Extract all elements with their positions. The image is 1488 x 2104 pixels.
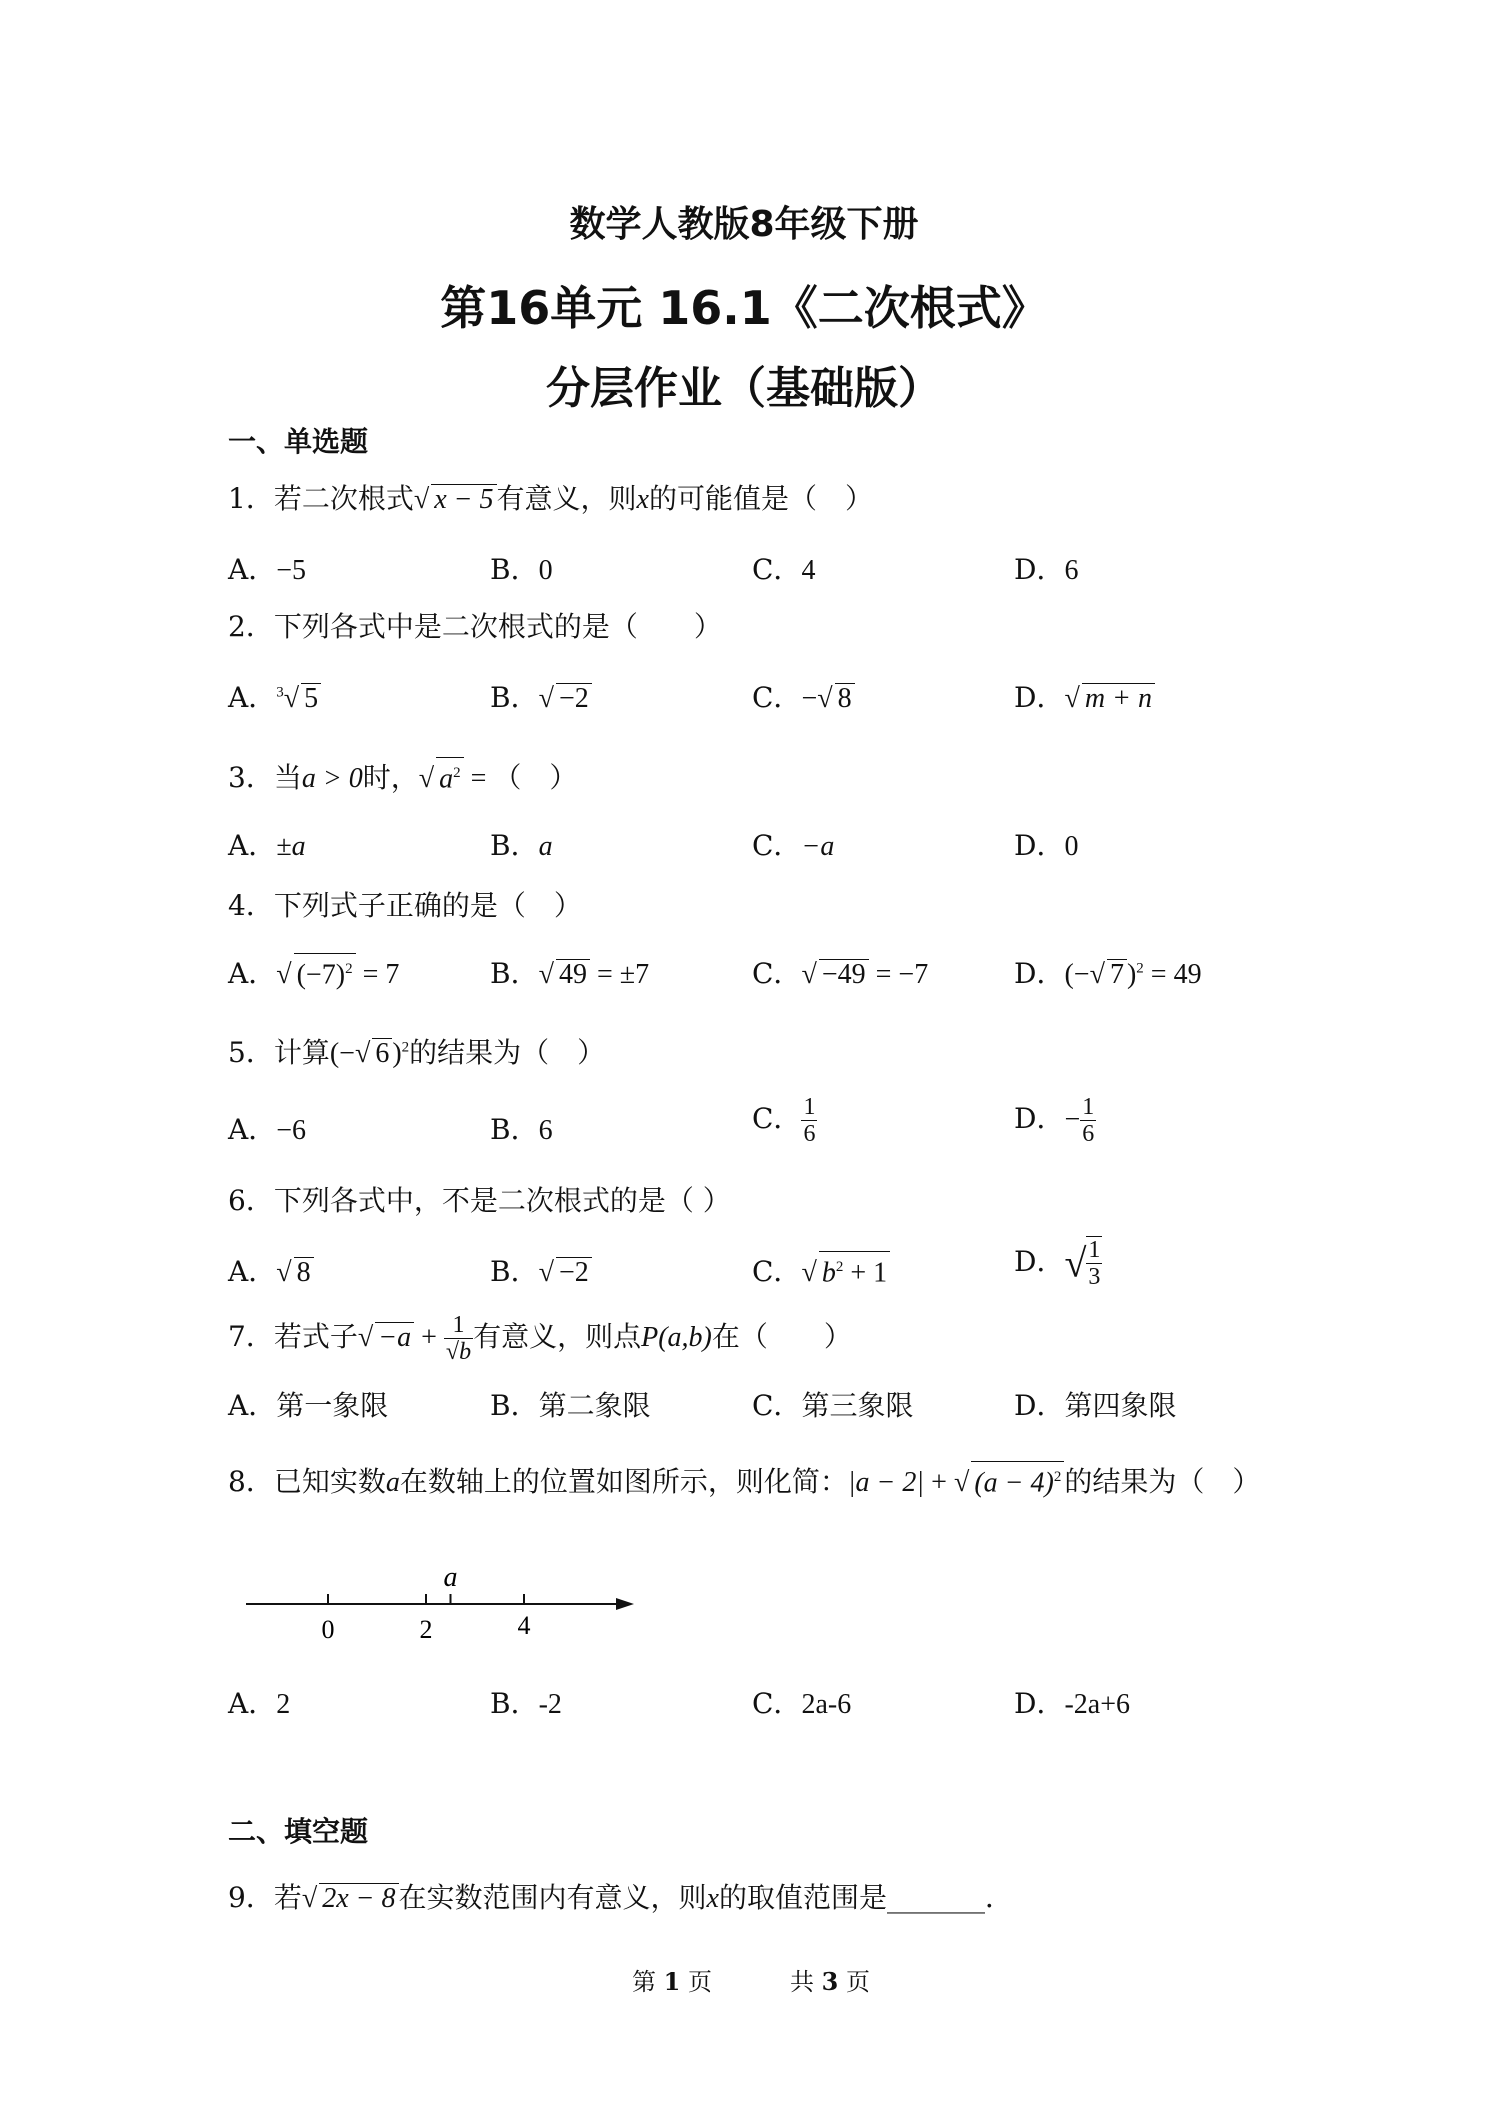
question-1: 1．若二次根式√ x − 5 有意义，则x的可能值是（ ） [228, 482, 873, 515]
q6-option-c[interactable]: C．√ $b^2 + 1$ [752, 1250, 890, 1290]
question-7: 7．若式子√ −a + $\frac{1}{√b}$ 有意义，则点P(a,b)在（ ） [228, 1312, 852, 1365]
q1-option-d[interactable]: D．6 [1014, 553, 1079, 586]
q6-option-d[interactable]: D．√ $\frac{1}{3}$ [1014, 1237, 1101, 1290]
question-6: 6．下列各式中，不是二次根式的是（ ） [228, 1184, 731, 1217]
q7-option-d[interactable]: D．第四象限 [1014, 1389, 1177, 1422]
q2-option-a[interactable]: A．$^3$√ 5 [228, 676, 321, 716]
q3-option-b[interactable]: B．a [490, 829, 553, 862]
arrow-icon [616, 1598, 634, 1610]
question-3: 3．当a > 0时，√ $a^2$ = （ ） [228, 756, 577, 796]
question-5: 5．计算(−√ 6 )$^2$的结果为（ ） [228, 1036, 606, 1069]
tick-label-2: 2 [419, 1615, 433, 1644]
q4-option-a[interactable]: A．√ $(-7)^2 = 7$ [228, 952, 399, 992]
q3-radicand: $a^2$ [436, 757, 464, 794]
q1-option-c[interactable]: C．4 [752, 553, 816, 586]
q1-post: 的可能值是（ ） [648, 482, 873, 515]
q8-option-c[interactable]: C．2a-6 [752, 1687, 852, 1720]
q6-option-b[interactable]: B．√ −2 [490, 1250, 592, 1290]
q3-option-d[interactable]: D．0 [1014, 829, 1079, 862]
q4-option-c[interactable]: C．√ −49 = −7 [752, 957, 929, 990]
q7-fraction: $\frac{1}{√b}$ [445, 1312, 472, 1365]
q1-option-b[interactable]: B．0 [490, 553, 553, 586]
q5-option-c[interactable]: C． $\frac{1}{6}$ [752, 1094, 816, 1147]
q1-radicand: x − 5 [431, 484, 496, 515]
q7-option-c[interactable]: C．第三象限 [752, 1389, 914, 1422]
q5-option-b[interactable]: B．6 [490, 1113, 553, 1146]
q4-option-b[interactable]: B．√ 49 = ±7 [490, 957, 650, 990]
q2-option-d[interactable]: D．√ m + n [1014, 676, 1155, 716]
q8-option-d[interactable]: D．-2a+6 [1014, 1687, 1130, 1720]
number-line-figure [236, 1554, 636, 1644]
q8-option-a[interactable]: A．2 [228, 1687, 291, 1720]
section-heading-fill-in: 二、填空题 [228, 1815, 369, 1848]
q6-option-a[interactable]: A．√ 8 [228, 1250, 314, 1290]
q1-option-a[interactable]: A．−5 [228, 553, 307, 586]
point-a-label: a [443, 1562, 458, 1593]
doc-title-line2: 第16单元 16.1《二次根式》 [440, 281, 1048, 335]
doc-title-line1: 数学人教版8年级下册 [569, 204, 919, 245]
question-2: 2．下列各式中是二次根式的是（ ） [228, 610, 722, 643]
page-total: 共 3 页 [790, 1967, 870, 1996]
q1-mid: 有意义，则 [496, 482, 637, 515]
tick-label-0: 0 [321, 1615, 335, 1644]
q2-option-b[interactable]: B．√ −2 [490, 676, 592, 716]
q5-option-a[interactable]: A．−6 [228, 1113, 307, 1146]
q3-condition: a > 0 [301, 763, 363, 794]
q5-option-d[interactable]: D．− $\frac{1}{6}$ [1014, 1094, 1095, 1147]
q2-option-c[interactable]: C．−√ 8 [752, 676, 855, 716]
q4-option-d[interactable]: D．(−√ 7 )$^2$ = 49 [1014, 957, 1202, 990]
question-8: 8．已知实数a在数轴上的位置如图所示，则化简：|a − 2| + √ $(a - 4)^2$ 的结果为（ ） [228, 1460, 1260, 1500]
q8-option-b[interactable]: B．-2 [490, 1687, 562, 1720]
q3-option-a[interactable]: A．±a [228, 829, 306, 862]
q3-option-c[interactable]: C．−a [752, 829, 835, 862]
q7-option-a[interactable]: A．第一象限 [228, 1389, 389, 1422]
section-heading-single-choice: 一、单选题 [228, 425, 369, 458]
question-4: 4．下列式子正确的是（ ） [228, 889, 582, 922]
q7-option-b[interactable]: B．第二象限 [490, 1389, 651, 1422]
question-9: 9．若√ 2x − 8 在实数范围内有意义，则x的取值范围是_______． [228, 1881, 1013, 1914]
doc-title-line3: 分层作业（基础版） [546, 363, 942, 414]
q8-abs: |a − 2| [847, 1467, 925, 1498]
q1-var: x [636, 484, 649, 515]
tick-label-4: 4 [517, 1611, 531, 1640]
page-number: 第 1 页 [632, 1967, 712, 1996]
q1-pre: 1．若二次根式 [228, 482, 414, 515]
